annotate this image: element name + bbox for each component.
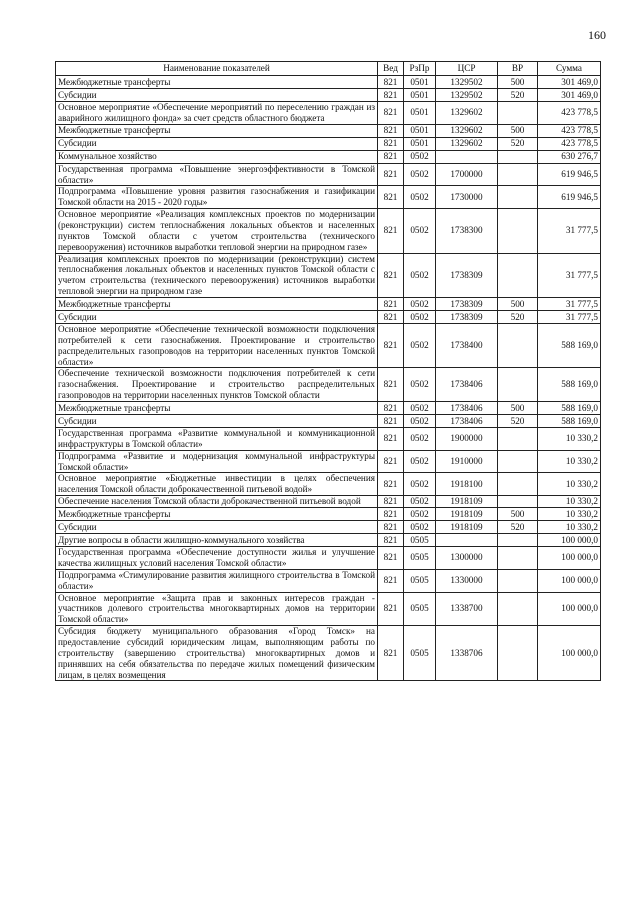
cell-ved: 821 <box>378 415 404 428</box>
cell-csr: 1329502 <box>436 76 498 89</box>
cell-csr: 1910000 <box>436 450 498 473</box>
cell-rzpr: 0502 <box>404 521 436 534</box>
cell-rzpr: 0502 <box>404 311 436 324</box>
cell-ved: 821 <box>378 496 404 508</box>
cell-rzpr: 0501 <box>404 124 436 137</box>
cell-vr <box>498 186 538 209</box>
cell-csr <box>436 150 498 163</box>
table-row <box>56 150 601 163</box>
table-row <box>56 163 601 186</box>
header-sum: Сумма <box>538 62 601 76</box>
cell-rzpr: 0502 <box>404 473 436 496</box>
cell-name: Основное мероприятие «Обеспечение мероприятий по переселению граждан из аварийного жилищного фонда» за счет средств областного бюджета <box>56 102 378 125</box>
cell-name: Субсидии <box>56 89 378 102</box>
cell-name: Субсидии <box>56 137 378 150</box>
cell-rzpr: 0501 <box>404 137 436 150</box>
cell-csr: 1329602 <box>436 124 498 137</box>
table-row <box>56 569 601 592</box>
cell-sum: 31 777,5 <box>538 253 601 297</box>
cell-csr: 1730000 <box>436 186 498 209</box>
cell-ved: 821 <box>378 450 404 473</box>
cell-ved: 821 <box>378 569 404 592</box>
cell-ved: 821 <box>378 324 404 368</box>
cell-csr: 1738406 <box>436 368 498 402</box>
cell-sum: 31 777,5 <box>538 311 601 324</box>
cell-name: Субсидия бюджету муниципального образования «Город Томск» на предоставление субсидий юридическим лицам, выполняющим работы по строительству (завершению строительства) многоквартирных домов и принявших на себя обязательства по передаче жилых помещений физическим лицам, в целях возмещения <box>56 626 378 681</box>
cell-csr: 1738400 <box>436 324 498 368</box>
cell-vr: 520 <box>498 415 538 428</box>
cell-vr <box>498 209 538 253</box>
cell-vr <box>498 534 538 547</box>
cell-csr: 1900000 <box>436 428 498 451</box>
cell-sum: 100 000,0 <box>538 547 601 570</box>
table-row <box>56 508 601 521</box>
table-row <box>56 534 601 547</box>
cell-rzpr: 0501 <box>404 76 436 89</box>
table-body <box>56 76 601 681</box>
cell-vr <box>498 626 538 681</box>
cell-name: Обеспечение населения Томской области доброкачественной питьевой водой <box>56 496 378 508</box>
table-row <box>56 626 601 681</box>
cell-csr: 1738300 <box>436 209 498 253</box>
cell-csr: 1738309 <box>436 311 498 324</box>
cell-sum: 10 330,2 <box>538 428 601 451</box>
cell-vr <box>498 368 538 402</box>
cell-rzpr: 0505 <box>404 534 436 547</box>
cell-csr <box>436 534 498 547</box>
header-name: Наименование показателей <box>56 62 378 76</box>
header-rzpr: РзПр <box>404 62 436 76</box>
cell-vr: 520 <box>498 311 538 324</box>
cell-name: Основное мероприятие «Обеспечение технической возможности подключения потребителей к сети газоснабжения. Проектирование и строительство распределительных газопроводов на территории населенных пунктов Томской области» <box>56 324 378 368</box>
cell-sum: 301 469,0 <box>538 76 601 89</box>
cell-sum: 588 169,0 <box>538 368 601 402</box>
cell-sum: 10 330,2 <box>538 521 601 534</box>
cell-name: Подпрограмма «Развитие и модернизация коммунальной инфраструктуры Томской области» <box>56 450 378 473</box>
cell-rzpr: 0502 <box>404 209 436 253</box>
cell-vr: 500 <box>498 76 538 89</box>
table-row <box>56 496 601 508</box>
cell-csr: 1700000 <box>436 163 498 186</box>
cell-rzpr: 0502 <box>404 415 436 428</box>
cell-name: Коммунальное хозяйство <box>56 150 378 163</box>
cell-sum: 619 946,5 <box>538 186 601 209</box>
cell-sum: 10 330,2 <box>538 508 601 521</box>
cell-vr <box>498 450 538 473</box>
cell-ved: 821 <box>378 402 404 415</box>
cell-rzpr: 0502 <box>404 163 436 186</box>
cell-rzpr: 0501 <box>404 89 436 102</box>
cell-rzpr: 0502 <box>404 298 436 311</box>
cell-name: Подпрограмма «Повышение уровня развития газоснабжения и газификации Томской области на 2015 - 2020 годы» <box>56 186 378 209</box>
table-row <box>56 450 601 473</box>
cell-sum: 100 000,0 <box>538 569 601 592</box>
cell-csr: 1329602 <box>436 137 498 150</box>
cell-name: Подпрограмма «Стимулирование развития жилищного строительства в Томской области» <box>56 569 378 592</box>
cell-sum: 100 000,0 <box>538 626 601 681</box>
cell-name: Межбюджетные трансферты <box>56 508 378 521</box>
cell-rzpr: 0505 <box>404 592 436 626</box>
cell-csr: 1329502 <box>436 89 498 102</box>
table-row <box>56 324 601 368</box>
cell-ved: 821 <box>378 626 404 681</box>
cell-name: Межбюджетные трансферты <box>56 402 378 415</box>
cell-name: Обеспечение технической возможности подключения потребителей к сети газоснабжения. Проектирование и строительство распределительных газопроводов на территории населенных пунктов Томской области <box>56 368 378 402</box>
table-row <box>56 102 601 125</box>
cell-ved: 821 <box>378 209 404 253</box>
table-row <box>56 209 601 253</box>
cell-name: Основное мероприятие «Бюджетные инвестиции в целях обеспечения населения Томской области доброкачественной питьевой водой» <box>56 473 378 496</box>
cell-rzpr: 0502 <box>404 186 436 209</box>
cell-vr <box>498 253 538 297</box>
table-row <box>56 124 601 137</box>
cell-rzpr: 0502 <box>404 150 436 163</box>
cell-vr <box>498 163 538 186</box>
cell-name: Другие вопросы в области жилищно-коммунального хозяйства <box>56 534 378 547</box>
cell-vr: 500 <box>498 402 538 415</box>
cell-csr: 1918100 <box>436 473 498 496</box>
cell-csr: 1918109 <box>436 496 498 508</box>
cell-name: Государственная программа «Обеспечение доступности жилья и улучшение качества жилищных условий населения Томской области» <box>56 547 378 570</box>
cell-name: Межбюджетные трансферты <box>56 298 378 311</box>
cell-sum: 423 778,5 <box>538 124 601 137</box>
cell-sum: 588 169,0 <box>538 402 601 415</box>
header-ved: Вед <box>378 62 404 76</box>
cell-csr: 1330000 <box>436 569 498 592</box>
cell-ved: 821 <box>378 89 404 102</box>
table-row <box>56 89 601 102</box>
cell-rzpr: 0501 <box>404 102 436 125</box>
cell-sum: 423 778,5 <box>538 102 601 125</box>
cell-ved: 821 <box>378 473 404 496</box>
cell-sum: 31 777,5 <box>538 209 601 253</box>
cell-csr: 1738309 <box>436 253 498 297</box>
cell-ved: 821 <box>378 163 404 186</box>
cell-ved: 821 <box>378 137 404 150</box>
cell-ved: 821 <box>378 428 404 451</box>
cell-csr: 1918109 <box>436 508 498 521</box>
table-row <box>56 311 601 324</box>
cell-ved: 821 <box>378 76 404 89</box>
cell-ved: 821 <box>378 547 404 570</box>
table-row <box>56 298 601 311</box>
cell-csr: 1338700 <box>436 592 498 626</box>
cell-vr <box>498 473 538 496</box>
table-row <box>56 76 601 89</box>
cell-name: Государственная программа «Повышение энергоэффективности в Томской области» <box>56 163 378 186</box>
cell-csr: 1918109 <box>436 521 498 534</box>
cell-vr <box>498 324 538 368</box>
cell-rzpr: 0505 <box>404 547 436 570</box>
cell-rzpr: 0502 <box>404 428 436 451</box>
table-row <box>56 253 601 297</box>
cell-vr <box>498 592 538 626</box>
table-row <box>56 415 601 428</box>
table-row <box>56 473 601 496</box>
table-row <box>56 137 601 150</box>
cell-csr: 1738406 <box>436 402 498 415</box>
cell-sum: 423 778,5 <box>538 137 601 150</box>
cell-ved: 821 <box>378 311 404 324</box>
cell-csr: 1329602 <box>436 102 498 125</box>
cell-ved: 821 <box>378 508 404 521</box>
cell-ved: 821 <box>378 534 404 547</box>
cell-ved: 821 <box>378 186 404 209</box>
cell-sum: 10 330,2 <box>538 496 601 508</box>
cell-sum: 10 330,2 <box>538 473 601 496</box>
cell-rzpr: 0502 <box>404 496 436 508</box>
cell-ved: 821 <box>378 592 404 626</box>
table-row <box>56 521 601 534</box>
cell-name: Межбюджетные трансферты <box>56 124 378 137</box>
cell-sum: 10 330,2 <box>538 450 601 473</box>
cell-vr: 500 <box>498 508 538 521</box>
cell-ved: 821 <box>378 368 404 402</box>
cell-sum: 100 000,0 <box>538 534 601 547</box>
cell-rzpr: 0502 <box>404 508 436 521</box>
cell-sum: 630 276,7 <box>538 150 601 163</box>
cell-ved: 821 <box>378 298 404 311</box>
table-row <box>56 368 601 402</box>
cell-vr <box>498 150 538 163</box>
cell-ved: 821 <box>378 102 404 125</box>
cell-vr: 520 <box>498 89 538 102</box>
cell-sum: 588 169,0 <box>538 324 601 368</box>
cell-sum: 100 000,0 <box>538 592 601 626</box>
cell-vr: 520 <box>498 521 538 534</box>
cell-name: Субсидии <box>56 415 378 428</box>
cell-rzpr: 0502 <box>404 450 436 473</box>
budget-table <box>55 61 601 681</box>
cell-csr: 1300000 <box>436 547 498 570</box>
cell-vr <box>498 496 538 508</box>
cell-rzpr: 0502 <box>404 253 436 297</box>
cell-vr <box>498 547 538 570</box>
cell-vr: 520 <box>498 137 538 150</box>
cell-vr <box>498 569 538 592</box>
cell-name: Основное мероприятие «Реализация комплексных проектов по модернизации (реконструкции) систем теплоснабжения локальных объектов и населенных пунктов Томской области с учетом строительства (технического перевооружения) источников выработки тепловой энергии на природном газе» <box>56 209 378 253</box>
cell-vr: 500 <box>498 124 538 137</box>
cell-name: Основное мероприятие «Защита прав и законных интересов граждан - участников долевого строительства многоквартирных домов на территории Томской области» <box>56 592 378 626</box>
cell-rzpr: 0502 <box>404 402 436 415</box>
cell-name: Государственная программа «Развитие коммунальной и коммуникационной инфраструктуры в Томской области» <box>56 428 378 451</box>
cell-vr: 500 <box>498 298 538 311</box>
cell-name: Субсидии <box>56 311 378 324</box>
cell-sum: 31 777,5 <box>538 298 601 311</box>
cell-rzpr: 0502 <box>404 368 436 402</box>
cell-sum: 301 469,0 <box>538 89 601 102</box>
table-header-row <box>56 62 601 76</box>
cell-name: Субсидии <box>56 521 378 534</box>
cell-sum: 588 169,0 <box>538 415 601 428</box>
cell-vr <box>498 428 538 451</box>
cell-rzpr: 0505 <box>404 626 436 681</box>
cell-rzpr: 0502 <box>404 324 436 368</box>
table-row <box>56 186 601 209</box>
cell-csr: 1338706 <box>436 626 498 681</box>
cell-ved: 821 <box>378 124 404 137</box>
table-row <box>56 547 601 570</box>
page-number: 160 <box>588 28 606 42</box>
cell-rzpr: 0505 <box>404 569 436 592</box>
cell-ved: 821 <box>378 253 404 297</box>
cell-sum: 619 946,5 <box>538 163 601 186</box>
table-row <box>56 592 601 626</box>
cell-ved: 821 <box>378 150 404 163</box>
header-vr: ВР <box>498 62 538 76</box>
cell-name: Реализация комплексных проектов по модернизации (реконструкции) систем теплоснабжения локальных объектов и населенных пунктов Томской области с учетом строительства (технического перевооружения) источников выработки тепловой энергии на природном газе <box>56 253 378 297</box>
cell-csr: 1738309 <box>436 298 498 311</box>
header-csr: ЦСР <box>436 62 498 76</box>
table-row <box>56 402 601 415</box>
cell-ved: 821 <box>378 521 404 534</box>
cell-csr: 1738406 <box>436 415 498 428</box>
table-row <box>56 428 601 451</box>
cell-vr <box>498 102 538 125</box>
cell-name: Межбюджетные трансферты <box>56 76 378 89</box>
